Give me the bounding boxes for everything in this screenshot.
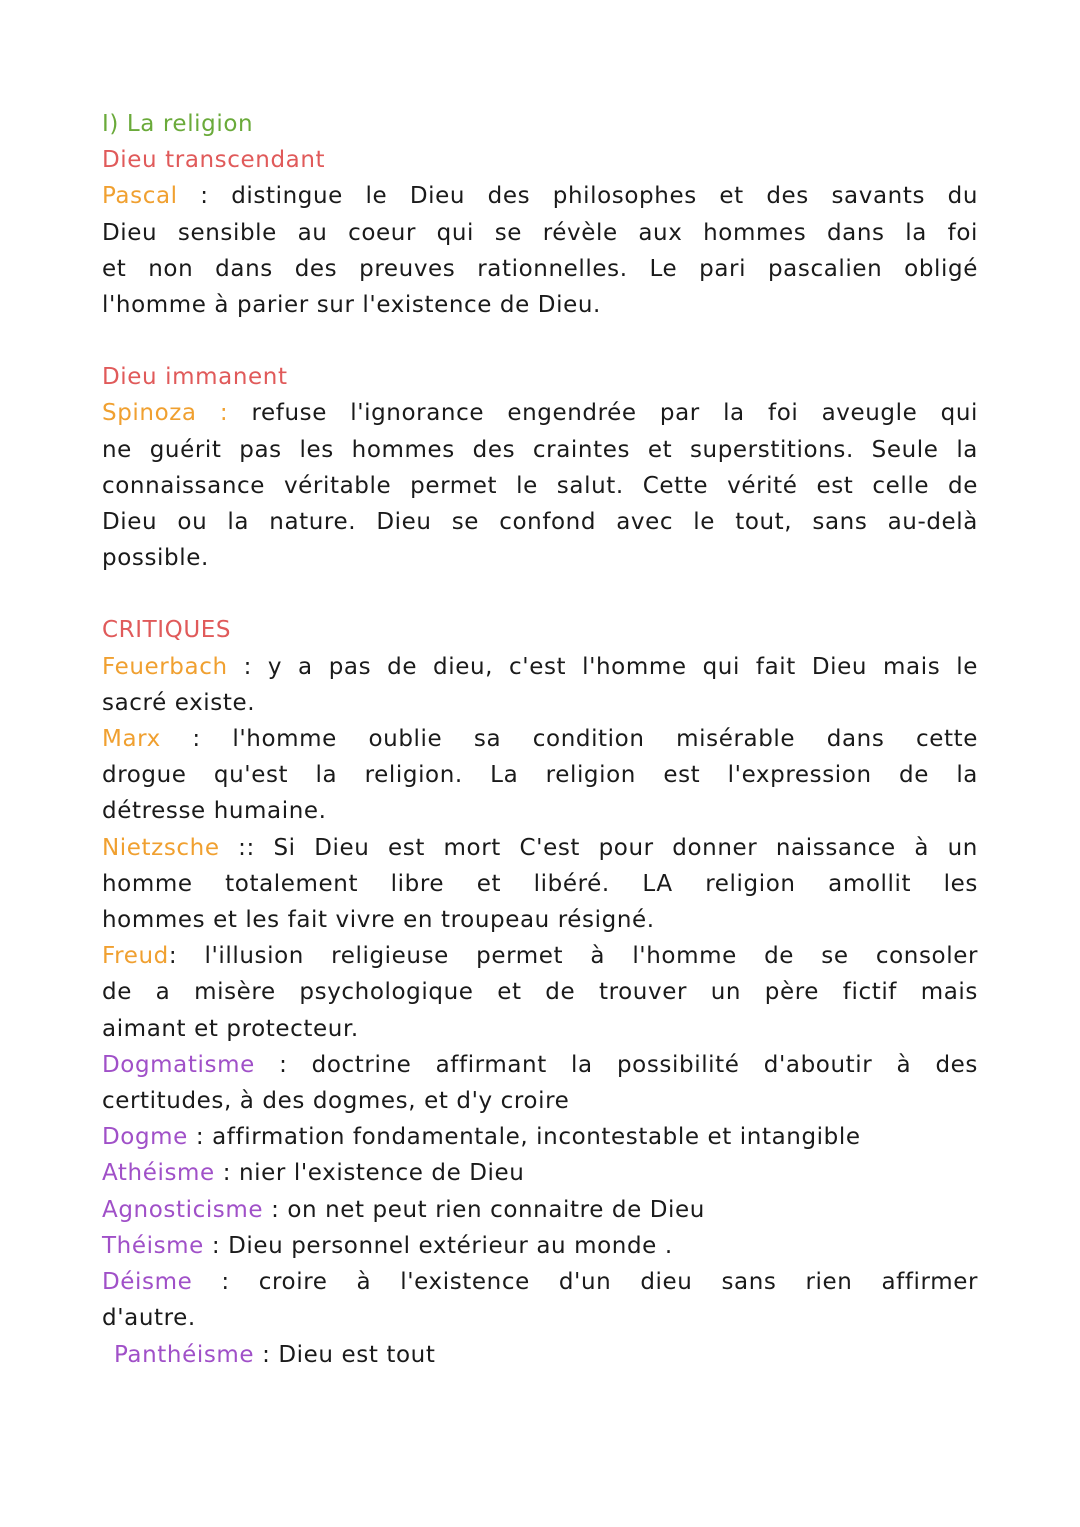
dogme-text: affirmation fondamentale, incontestable et intangible <box>212 1124 861 1151</box>
dogme-line <box>102 1119 978 1155</box>
nietzsche-line-1 <box>102 830 978 866</box>
separator: : <box>192 1269 259 1296</box>
freud-line-1 <box>102 938 978 974</box>
term-pantheisme: Panthéisme <box>114 1341 255 1368</box>
heading-immanent: Dieu immanent <box>102 364 288 391</box>
separator: : <box>203 1232 229 1259</box>
separator: : <box>254 1051 312 1078</box>
spinoza-line-5: possible. <box>102 545 209 572</box>
deisme-line-2: d'autre. <box>102 1305 196 1332</box>
marx-line-3: détresse humaine. <box>102 798 327 825</box>
spinoza-line-1 <box>102 395 978 431</box>
author-spinoza: Spinoza : <box>102 400 229 427</box>
nietzsche-text-1: Si Dieu est mort C'est pour donner naissance à un <box>273 834 978 861</box>
spinoza-line-4: Dieu ou la nature. Dieu se confond avec le tout, sans au-delà <box>102 509 978 536</box>
term-agnosticisme: Agnosticisme <box>102 1196 264 1223</box>
pascal-line-1 <box>102 178 978 214</box>
separator: :: <box>219 834 274 861</box>
spinoza-text-1: refuse l'ignorance engendrée par la foi aveugle qui <box>251 400 978 427</box>
dogmatisme-line-1 <box>102 1047 978 1083</box>
author-marx: Marx <box>102 726 161 753</box>
notes-content <box>102 106 978 1373</box>
separator: : <box>187 1124 213 1151</box>
spacer <box>102 323 978 359</box>
agnosticisme-text: on net peut rien connaitre de Dieu <box>287 1196 705 1223</box>
feuerbach-text-1: y a pas de dieu, c'est l'homme qui fait Dieu mais le <box>267 653 978 680</box>
freud-text-1: l'illusion religieuse permet à l'homme de se consoler <box>204 943 979 970</box>
separator: : <box>168 943 205 970</box>
pascal-line-4: l'homme à parier sur l'existence de Dieu. <box>102 292 601 319</box>
spacer <box>102 576 978 612</box>
agnosticisme-line <box>102 1192 978 1228</box>
separator: : <box>254 1341 279 1368</box>
term-dogmatisme: Dogmatisme <box>102 1051 255 1078</box>
pascal-text-1: distingue le Dieu des philosophes et des savants du <box>231 183 978 210</box>
spinoza-line-3: connaissance véritable permet le salut. Cette vérité est celle de <box>102 472 978 499</box>
theisme-line <box>102 1228 978 1264</box>
feuerbach-line-2: sacré existe. <box>102 689 256 716</box>
term-deisme: Déisme <box>102 1269 193 1296</box>
marx-line-1 <box>102 721 978 757</box>
atheisme-text: nier l'existence de Dieu <box>238 1160 525 1187</box>
deisme-text-1: croire à l'existence d'un dieu sans rien affirmer <box>258 1269 979 1296</box>
separator: : <box>263 1196 288 1223</box>
term-theisme: Théisme <box>102 1232 204 1259</box>
author-nietzsche: Nietzsche <box>102 834 220 861</box>
separator: : <box>214 1160 239 1187</box>
dogmatisme-line-2: certitudes, à des dogmes, et d'y croire <box>102 1088 570 1115</box>
marx-text-1: l'homme oublie sa condition misérable dans cette <box>232 726 978 753</box>
pantheisme-line <box>102 1337 978 1373</box>
term-atheisme: Athéisme <box>102 1160 215 1187</box>
atheisme-line <box>102 1155 978 1191</box>
freud-line-3: aimant et protecteur. <box>102 1015 359 1042</box>
section-title: I) La religion <box>102 111 254 137</box>
spinoza-line-2: ne guérit pas les hommes des craintes et superstitions. Seule la <box>102 436 978 463</box>
pascal-line-3: et non dans des preuves rationnelles. Le pari pascalien obligé <box>102 255 978 282</box>
deisme-line-1 <box>102 1264 978 1300</box>
author-freud: Freud <box>102 943 169 970</box>
feuerbach-line-1 <box>102 649 978 685</box>
pascal-line-2: Dieu sensible au coeur qui se révèle aux hommes dans la foi <box>102 219 978 246</box>
term-dogme: Dogme <box>102 1124 188 1151</box>
freud-line-2: de a misère psychologique et de trouver un père fictif mais <box>102 979 978 1006</box>
marx-line-2: drogue qu'est la religion. La religion est l'expression de la <box>102 762 978 789</box>
nietzsche-line-2: homme totalement libre et libéré. LA religion amollit les <box>102 870 978 897</box>
separator: : <box>177 183 232 210</box>
nietzsche-line-3: hommes et les fait vivre en troupeau résigné. <box>102 907 655 934</box>
separator: : <box>227 653 268 680</box>
theisme-text: Dieu personnel extérieur au monde . <box>228 1232 673 1259</box>
separator: : <box>160 726 233 753</box>
author-feuerbach: Feuerbach <box>102 653 228 680</box>
dogmatisme-text-1: doctrine affirmant la possibilité d'aboutir à des <box>311 1051 979 1078</box>
heading-transcendant: Dieu transcendant <box>102 147 326 174</box>
heading-critiques: CRITIQUES <box>102 617 232 644</box>
author-pascal: Pascal <box>102 183 178 210</box>
pantheisme-text: Dieu est tout <box>278 1341 436 1368</box>
